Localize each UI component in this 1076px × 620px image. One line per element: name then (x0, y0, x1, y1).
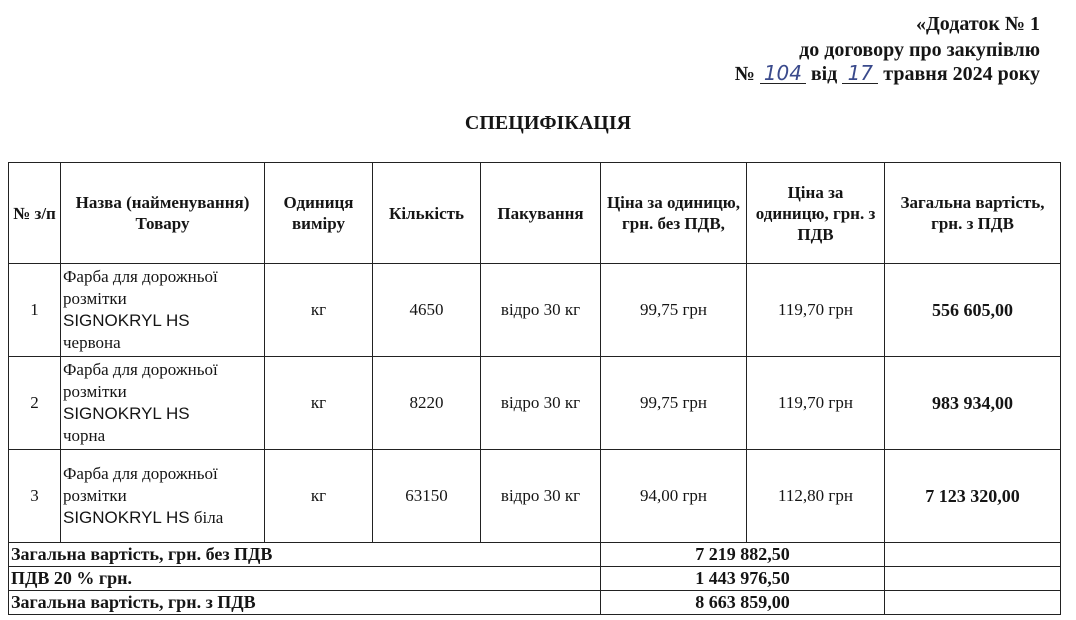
grand-total-empty-cell (885, 591, 1061, 615)
price-vat: 119,70 грн (747, 357, 885, 450)
price-no-vat: 99,75 грн (601, 357, 747, 450)
col-header-quantity: Кількість (373, 163, 481, 264)
table-row (9, 357, 1061, 450)
packaging: відро 30 кг (481, 450, 601, 543)
vat-value: 1 443 976,50 (601, 567, 885, 591)
packaging: відро 30 кг (481, 264, 601, 357)
product-name: Фарба для дорожньої розмітки SIGNOKRYL HS чорна (61, 357, 265, 450)
contract-number-prefix: № (734, 63, 755, 85)
document-title: СПЕЦИФІКАЦІЯ (464, 112, 632, 134)
col-header-price-vat: Ціна за одиницю, грн. з ПДВ (747, 163, 885, 264)
handwritten-contract-day: 17 (842, 63, 878, 84)
annex-title: «Додаток № 1 (916, 13, 1040, 35)
vat-empty-cell (885, 567, 1061, 591)
quantity: 4650 (373, 264, 481, 357)
col-header-number: № з/п (9, 163, 61, 264)
annex-subtitle: до договору про закупівлю (799, 39, 1040, 61)
row-total: 983 934,00 (885, 357, 1061, 450)
row-number: 1 (9, 264, 61, 357)
row-total: 556 605,00 (885, 264, 1061, 357)
total-row-no-vat (9, 543, 1061, 567)
quantity: 63150 (373, 450, 481, 543)
specification-table (8, 162, 1061, 615)
total-row-with-vat (9, 591, 1061, 615)
total-empty-cell (885, 543, 1061, 567)
grand-total-label: Загальна вартість, грн. з ПДВ (9, 591, 601, 615)
grand-total-value: 8 663 859,00 (601, 591, 885, 615)
packaging: відро 30 кг (481, 357, 601, 450)
handwritten-contract-number: 104 (760, 63, 806, 84)
unit: кг (265, 264, 373, 357)
row-number: 3 (9, 450, 61, 543)
price-vat: 112,80 грн (747, 450, 885, 543)
col-header-unit: Одиниця виміру (265, 163, 373, 264)
row-total: 7 123 320,00 (885, 450, 1061, 543)
col-header-total: Загальна вартість, грн. з ПДВ (885, 163, 1061, 264)
quantity: 8220 (373, 357, 481, 450)
vat-label: ПДВ 20 % грн. (9, 567, 601, 591)
product-name: Фарба для дорожньої розмітки SIGNOKRYL HS червона (61, 264, 265, 357)
product-name: Фарба для дорожньої розмітки SIGNOKRYL HS біла (61, 450, 265, 543)
vat-row (9, 567, 1061, 591)
table-row (9, 264, 1061, 357)
table-header-row (9, 163, 1061, 264)
price-no-vat: 99,75 грн (601, 264, 747, 357)
table-row (9, 450, 1061, 543)
col-header-packaging: Пакування (481, 163, 601, 264)
col-header-name: Назва (найменування) Товару (61, 163, 265, 264)
contract-date-suffix: травня 2024 року (883, 63, 1040, 85)
total-label: Загальна вартість, грн. без ПДВ (9, 543, 601, 567)
price-vat: 119,70 грн (747, 264, 885, 357)
price-no-vat: 94,00 грн (601, 450, 747, 543)
contract-date-from: від (810, 63, 838, 85)
total-value: 7 219 882,50 (601, 543, 885, 567)
unit: кг (265, 450, 373, 543)
unit: кг (265, 357, 373, 450)
row-number: 2 (9, 357, 61, 450)
contract-reference (735, 62, 1040, 86)
col-header-price-no-vat: Ціна за одиницю, грн. без ПДВ, (601, 163, 747, 264)
